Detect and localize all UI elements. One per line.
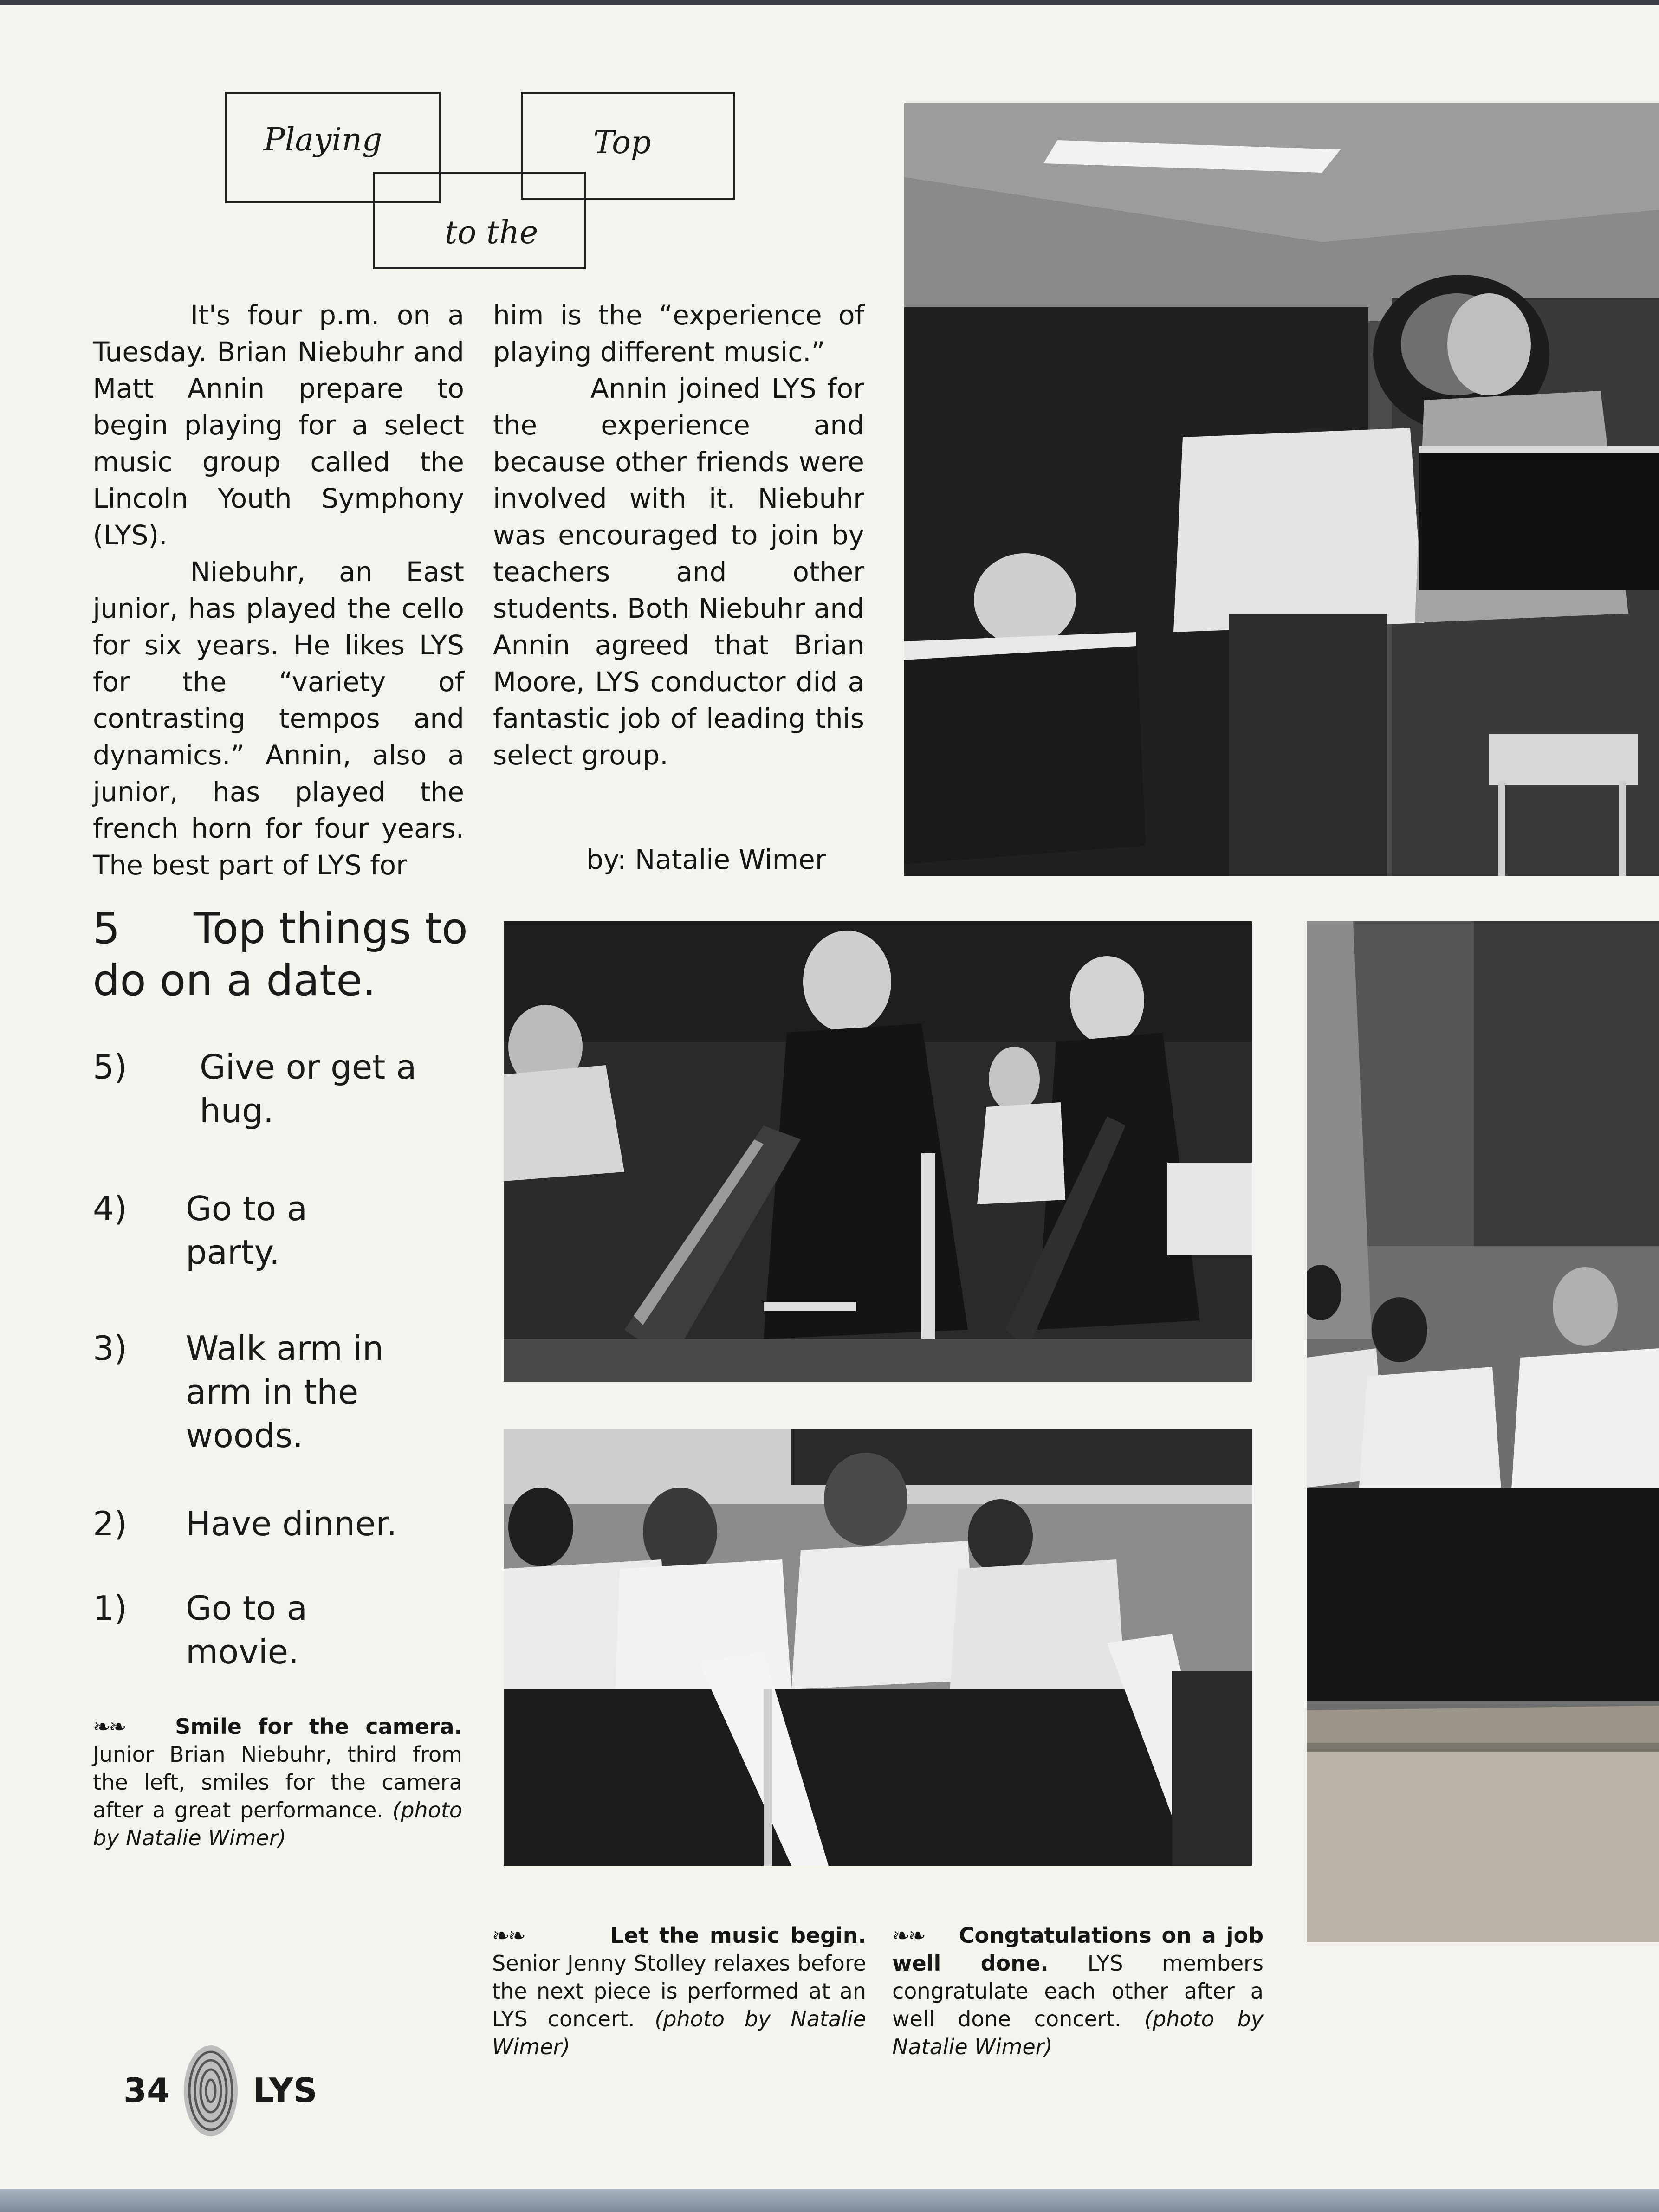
list-item-number: 3) xyxy=(93,1329,127,1368)
section-label: LYS xyxy=(253,2071,318,2110)
article-column-2 xyxy=(493,297,864,774)
article-paragraph: Annin joined LYS for the experience and because other friends were involved with it. Niebuhr was encouraged to join by teachers and other students. Both Niebuhr and Annin agreed that Brian Moore, LYS conductor did a fantastic job of leading this select group. xyxy=(493,373,864,771)
list-item-text: Go to a movie. xyxy=(186,1589,308,1671)
caption-lead: Smile for the camera. xyxy=(175,1714,462,1739)
ornament-icon: ❧❧ xyxy=(492,1923,525,1948)
caption-credit: (photo by Natalie Wimer) xyxy=(892,2006,1264,2059)
top-list-title xyxy=(93,903,473,1007)
list-item-number: 4) xyxy=(93,1189,127,1228)
list-item-text: Walk arm in arm in the woods. xyxy=(186,1329,384,1455)
caption-credit: (photo by Natalie Wimer) xyxy=(93,1798,463,1850)
photo-rehearsal xyxy=(904,103,1659,876)
top-list-title-number: 5 xyxy=(93,904,120,953)
page-top-edge xyxy=(0,0,1659,5)
caption-lead: Let the music begin. xyxy=(610,1923,866,1948)
ornament-icon: ❧❧ xyxy=(93,1714,125,1739)
caption-credit: (photo by Natalie Wimer) xyxy=(492,2006,866,2059)
list-item-number: 1) xyxy=(93,1589,127,1628)
byline: by: Natalie Wimer xyxy=(586,844,826,875)
title-word-top: Top xyxy=(593,124,651,161)
article-paragraph: him is the “experience of playing different music.” xyxy=(493,299,864,368)
title-word-playing: Playing xyxy=(264,122,382,158)
list-item-number: 2) xyxy=(93,1504,127,1543)
caption-body: LYS members congratulate each other after a well done concert. xyxy=(892,1951,1264,2031)
ornament-icon: ❧❧ xyxy=(892,1923,925,1948)
list-item-text: Have dinner. xyxy=(186,1504,397,1543)
list-item-text: Go to a party. xyxy=(186,1189,308,1272)
page-bottom-edge xyxy=(0,2189,1659,2212)
article-paragraph: It's four p.m. on a Tuesday. Brian Niebuhr and Matt Annin prepare to begin playing for a select music group called the Lincoln Youth Symphony (LYS). xyxy=(93,299,464,551)
article-paragraph: Niebuhr, an East junior, has played the cello for six years. He likes LYS for the “variety of contrasting tempos and dynamics.” Annin, also a junior, has played the french horn for four years. The best part of LYS for xyxy=(93,556,464,881)
list-item-text: Give or get a hug. xyxy=(200,1048,417,1130)
article-column-1 xyxy=(93,297,464,884)
photo-congratulations xyxy=(1307,921,1659,2017)
caption-smile-for-camera xyxy=(93,1713,462,1852)
page-number: 34 xyxy=(123,2071,170,2110)
caption-body: Junior Brian Niebuhr, third from the left, smiles for the camera after a great performance. xyxy=(93,1742,462,1823)
caption-body: Senior Jenny Stolley relaxes before the next piece is performed at an LYS concert. xyxy=(492,1951,866,2031)
caption-lead: Congtatulations on a job well done. xyxy=(892,1923,1264,1976)
caption-let-music-begin xyxy=(492,1921,866,2061)
caption-congratulations xyxy=(892,1921,1264,2061)
list-item-number: 5) xyxy=(93,1048,127,1087)
photo-cellists xyxy=(504,921,1252,1382)
photo-concert xyxy=(504,1429,1252,1866)
fingerprint-icon xyxy=(182,2042,240,2137)
title-word-to-the: to the xyxy=(445,214,538,251)
top-list-title-text: Top things to do on a date. xyxy=(93,904,468,1005)
